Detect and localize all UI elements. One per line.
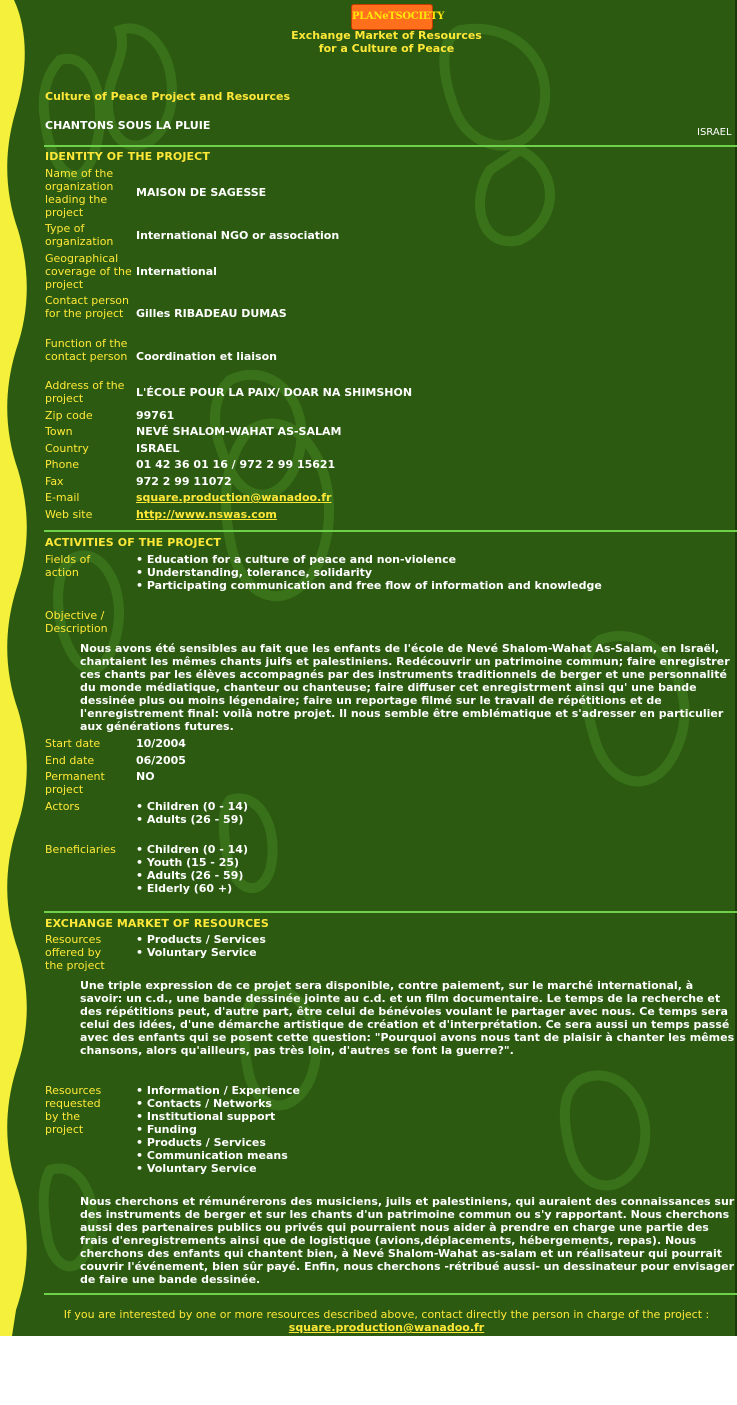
value-town: NEVÉ SHALOM-WAHAT AS-SALAM [136, 425, 342, 438]
label-actors: Actors [45, 800, 80, 813]
footer-contact-text: If you are interested by one or more resources described above, contact directly the person in charge of the project : [63, 1308, 710, 1321]
left-wave-border [0, 0, 36, 1336]
label-website: Web site [45, 508, 93, 521]
email-link[interactable]: square.production@wanadoo.fr [136, 491, 332, 504]
resources-requested-list [136, 1084, 300, 1175]
list-item: • Communication means [136, 1149, 300, 1162]
resources-offered-list [136, 933, 266, 959]
resources-requested-text: Nous cherchons et rémunérerons des musiciens, juils et palestiniens, qui auraient des connaissances sur des instruments de berger et sur les chants d'un patrimoine commun ou s'y rapportant. Nous cherchons aussi des partenaires publics ou privés qui pourraient nous aider à prendre en charge une partie des frais d'enregistrements ainsi que de logistique (avions,déplacements, hébergements, repas). Nous cherchons des enfants qui chantent bien, à Nevé Shalom-Wahat as-salam et un réalisateur qui pourrait couvrir l'événement, bien sûr payé. Enfin, nous cherchons -rétribué aussi- un dessinateur pour envisager de faire une bande dessinée. [80, 1195, 735, 1286]
site-title-line1: Exchange Market of Resources [291, 29, 482, 42]
beneficiaries-list [136, 843, 248, 895]
actors-list [136, 800, 248, 826]
value-fax: 972 2 99 11072 [136, 475, 232, 488]
label-country: Country [45, 442, 89, 455]
label-permanent: Permanent project [45, 770, 105, 796]
label-organization: Name of the organization leading the project [45, 167, 114, 219]
label-coverage: Geographical coverage of the project [45, 252, 132, 291]
resources-offered-text: Une triple expression de ce projet sera disponible, contre paiement, sur le marché international, à savoir: un c.d., une bande dessinée jointe au c.d. et un film documentaire. Le temps de la recherche et des répétitions peut, d'autre part, être celui de bénévoles voulant le partager avec nous. Ce temps sera celui des idées, d'une démarche artistique de création et d'interprétation. Ce sera aussi un temps passé avec des enfants qui se posent cette question: "Pourquoi avons nous tant de plaisir à chanter les mêmes chansons, alors qu'ailleurs, pas très loin, d'autres se font la guerre?". [80, 979, 735, 1057]
label-address: Address of the project [45, 379, 125, 405]
label-email: E-mail [45, 491, 80, 504]
value-contact-function: Coordination et liaison [136, 350, 277, 363]
divider [44, 145, 737, 147]
footer-email-link[interactable]: square.production@wanadoo.fr [288, 1321, 485, 1334]
label-org-type: Type of organization [45, 222, 114, 248]
list-item: • Education for a culture of peace and non-violence [136, 553, 602, 566]
exchange-heading: EXCHANGE MARKET OF RESOURCES [45, 917, 269, 930]
list-item: • Funding [136, 1123, 300, 1136]
value-start-date: 10/2004 [136, 737, 186, 750]
list-item: • Information / Experience [136, 1084, 300, 1097]
project-title: CHANTONS SOUS LA PLUIE [45, 119, 211, 132]
label-objective: Objective / Description [45, 609, 108, 635]
label-resources-requested: Resources requested by the project [45, 1084, 102, 1136]
planetsociety-logo[interactable]: PLANeTSOCIETY [351, 4, 433, 30]
list-item: • Institutional support [136, 1110, 300, 1123]
list-item: • Children (0 - 14) [136, 843, 248, 856]
objective-text: Nous avons été sensibles au fait que les enfants de l'école de Nevé Shalom-Wahat As-Salam, en Israël, chantaient les mêmes chants juifs et palestiniens. Redécouvrir un patrimoine commun; faire enregistrer ces chants par les élèves accompagnés par des instruments traditionnels de berger et une personnalité du monde médiatique, chanteur ou chanteuse; faire diffuser cet enregistrment ainsi qu' une bande dessinée plus ou moins légendaire; faire un reportage filmé sur le travail de répétitions et de l'enregistrement final: voilà notre projet. Il nous semble être emblématique et s'adresser en particulier aux générations futures. [80, 642, 730, 733]
list-item: • Adults (26 - 59) [136, 813, 248, 826]
website-link[interactable]: http://www.nswas.com [136, 508, 277, 521]
label-fax: Fax [45, 475, 64, 488]
value-phone: 01 42 36 01 16 / 972 2 99 15621 [136, 458, 336, 471]
label-contact-person: Contact person for the project [45, 294, 129, 320]
country-tag: ISRAEL [697, 127, 732, 138]
label-fields-of-action: Fields of action [45, 553, 91, 579]
list-item: • Elderly (60 +) [136, 882, 248, 895]
identity-heading: IDENTITY OF THE PROJECT [45, 150, 210, 163]
label-beneficiaries: Beneficiaries [45, 843, 116, 856]
activities-heading: ACTIVITIES OF THE PROJECT [45, 536, 221, 549]
page-heading: Culture of Peace Project and Resources [45, 90, 291, 103]
list-item: • Voluntary Service [136, 946, 266, 959]
label-zip: Zip code [45, 409, 93, 422]
value-org-type: International NGO or association [136, 229, 340, 242]
site-title-line2: for a Culture of Peace [318, 42, 455, 55]
label-start-date: Start date [45, 737, 101, 750]
list-item: • Participating communication and free flow of information and knowledge [136, 579, 602, 592]
label-town: Town [45, 425, 73, 438]
value-zip: 99761 [136, 409, 175, 422]
label-resources-offered: Resources offered by the project [45, 933, 105, 972]
label-phone: Phone [45, 458, 80, 471]
value-end-date: 06/2005 [136, 754, 186, 767]
list-item: • Youth (15 - 25) [136, 856, 248, 869]
value-address: L'ÉCOLE POUR LA PAIX/ DOAR NA SHIMSHON [136, 386, 413, 399]
value-country: ISRAEL [136, 442, 180, 455]
list-item: • Voluntary Service [136, 1162, 300, 1175]
value-permanent: NO [136, 770, 155, 783]
value-contact-person: Gilles RIBADEAU DUMAS [136, 307, 287, 320]
value-organization: MAISON DE SAGESSE [136, 186, 267, 199]
list-item: • Children (0 - 14) [136, 800, 248, 813]
value-coverage: International [136, 265, 217, 278]
divider [44, 530, 737, 532]
list-item: • Products / Services [136, 1136, 300, 1149]
divider [44, 1293, 737, 1295]
list-item: • Contacts / Networks [136, 1097, 300, 1110]
divider [44, 911, 737, 913]
list-item: • Understanding, tolerance, solidarity [136, 566, 602, 579]
fields-of-action-list [136, 553, 602, 592]
label-contact-function: Function of the contact person [45, 337, 128, 363]
list-item: • Products / Services [136, 933, 266, 946]
list-item: • Adults (26 - 59) [136, 869, 248, 882]
label-end-date: End date [45, 754, 95, 767]
